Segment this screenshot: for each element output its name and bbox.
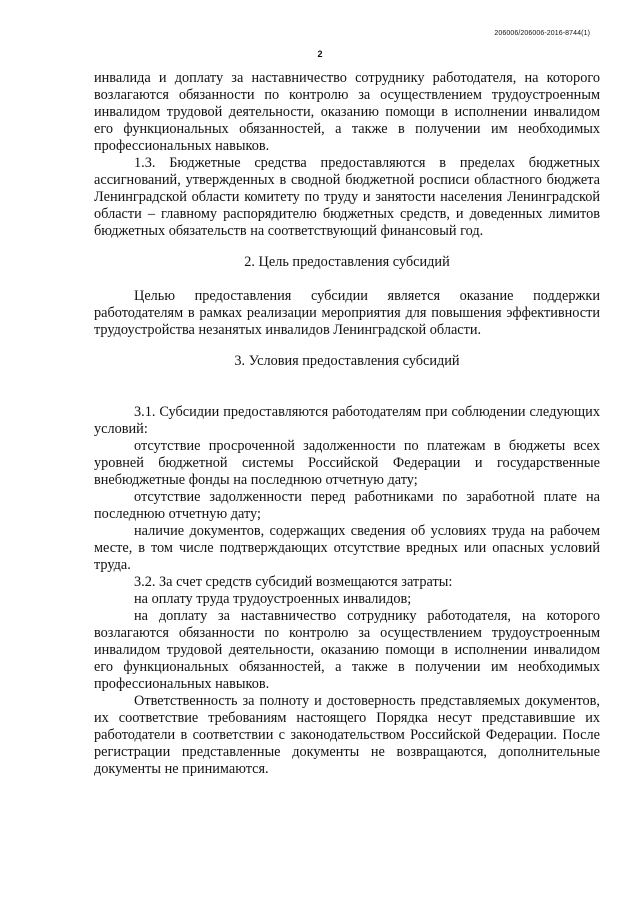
paragraph: отсутствие задолженности перед работниками по заработной плате на последнюю отчетную дату;	[94, 489, 600, 522]
paragraph: инвалида и доплату за наставничество сотруднику работодателя, на которого возлагаются обязанности по контролю за осуществлением трудоустроенным инвалидом трудовой деятельности, оказанию помощи в исполнении инвалидом его функциональных обязанностей, а также в получении им необходимых профессиональных навыков.	[94, 70, 600, 154]
paragraph: 3.1. Субсидии предоставляются работодателям при соблюдении следующих условий:	[94, 404, 600, 437]
paragraph: отсутствие просроченной задолженности по платежам в бюджеты всех уровней бюджетной системы Российской Федерации и государственные внебюджетные фонды на последнюю отчетную дату;	[94, 438, 600, 488]
page-number: 2	[317, 49, 323, 59]
document-code: 206006/206006-2016-8744(1)	[494, 30, 590, 37]
paragraph: на доплату за наставничество сотруднику работодателя, на которого возлагаются обязанности по контролю за осуществлением трудоустроенным инвалидом трудовой деятельности, оказанию помощи в исполнении инвалидом его функциональных обязанностей, а также в получении им необходимых профессиональных навыков.	[94, 608, 600, 692]
document-body	[94, 70, 600, 778]
paragraph: Целью предоставления субсидии является оказание поддержки работодателям в рамках реализации мероприятия для повышения эффективности трудоустройства незанятых инвалидов Ленинградской области.	[94, 288, 600, 338]
paragraph: 3.2. За счет средств субсидий возмещаются затраты:	[134, 574, 453, 590]
paragraph: наличие документов, содержащих сведения об условиях труда на рабочем месте, в том числе подтверждающих отсутствие вредных или опасных условий труда.	[94, 523, 600, 573]
section-heading: 3. Условия предоставления субсидий	[234, 353, 460, 369]
paragraph: на оплату труда трудоустроенных инвалидов;	[134, 591, 412, 607]
paragraph: 1.3. Бюджетные средства предоставляются в пределах бюджетных ассигнований, утвержденных в сводной бюджетной росписи областного бюджета Ленинградской области комитету по труду и занятости населения Ленинградской области – главному распорядителю бюджетных средств, и доведенных лимитов бюджетных обязательств на соответствующий финансовый год.	[94, 155, 600, 239]
paragraph: Ответственность за полноту и достоверность представляемых документов, их соответствие требованиям настоящего Порядка несут представившие их работодатели в соответствии с законодательством Российской Федерации. После регистрации представленные документы не возвращаются, дополнительные документы не принимаются.	[94, 693, 600, 777]
section-heading: 2. Цель предоставления субсидий	[244, 254, 450, 270]
